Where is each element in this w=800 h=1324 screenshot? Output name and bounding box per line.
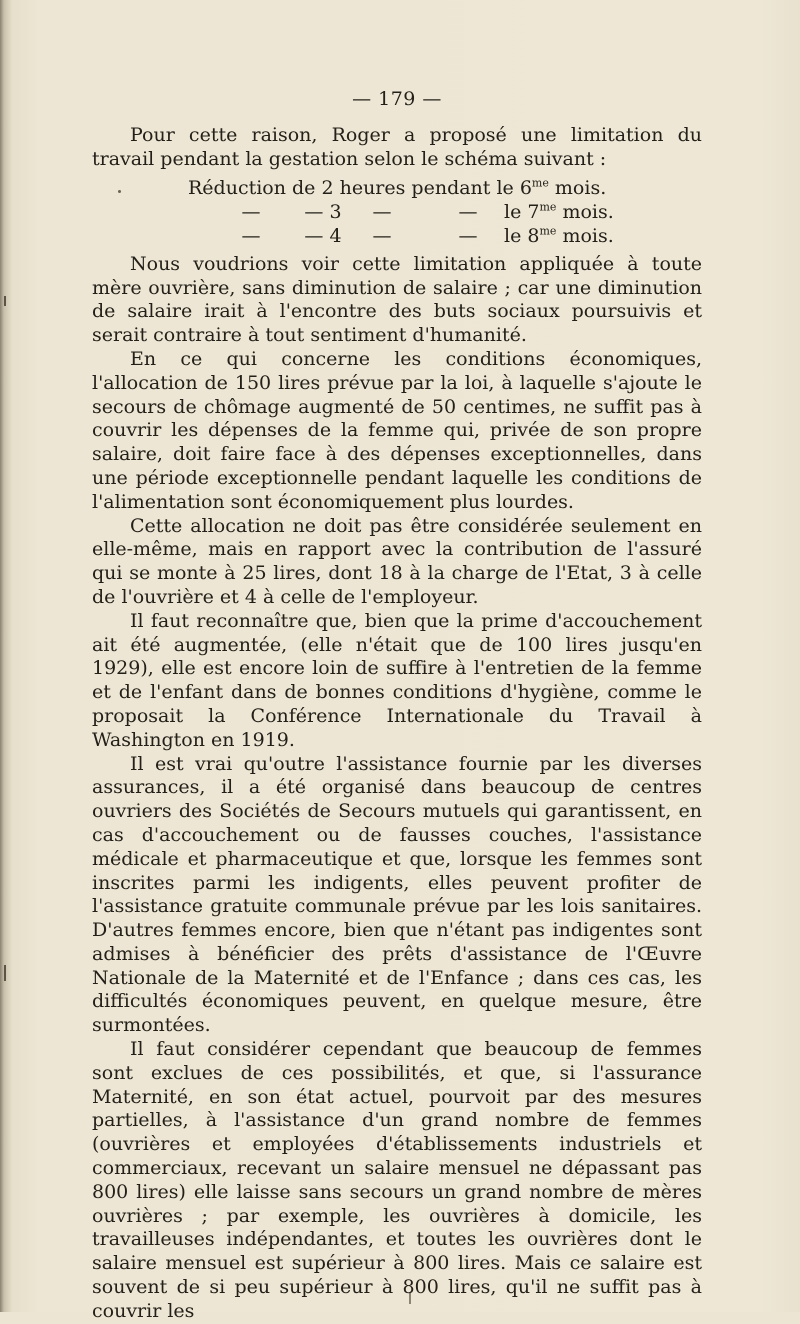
- ditto-dash: —: [458, 201, 478, 224]
- paragraph-humanite: Nous voudrions voir cette limitation appliquée à toute mère ouvrière, sans diminution de salaire ; car une diminution de salaire irait à l'encontre des buts sociaux poursuivis et serait contraire à tout sentiment d'humanité.: [92, 252, 702, 347]
- schema-month: le $8^{me}$ mois.: [504, 224, 614, 247]
- schema-row-7: [92, 201, 702, 225]
- intro-paragraph: Pour cette raison, Roger a proposé une limitation du travail pendant la gestation selon le schéma suivant :: [92, 123, 702, 170]
- ditto-dash: —: [372, 201, 392, 224]
- reduction-schema: [92, 177, 702, 248]
- paragraph-allocation: En ce qui concerne les conditions économiques, l'allocation de 150 lires prévue par la loi, à laquelle s'ajoute le secours de chômage augmenté de 50 centimes, ne suffit pas à couvrir les dépenses de la femme qui, privée de son propre salaire, doit faire face à des dépenses exceptionnelles, dans une période exceptionnelle pendant laquelle les conditions de l'alimentation sont économiquement plus lourdes.: [92, 347, 702, 513]
- margin-mark: [4, 965, 6, 981]
- schema-month: le $7^{me}$ mois.: [504, 200, 614, 224]
- schema-row-8: [92, 225, 702, 249]
- schema-hours: — 4: [304, 224, 342, 247]
- paragraph-assistance: Il est vrai qu'outre l'assistance fournie par les diverses assurances, il a été organisé dans beaucoup de centres ouvriers des Sociétés de Secours mutuels qui garantissent, en cas d'accouchement ou de fausses couches, l'assistance médicale et pharmaceutique et que, lorsque les femmes sont inscrites parmi les indigents, elles peuvent profiter de l'assistance gratuite communale prévue par les lois sanitaires. D'autres femmes encore, bien que n'étant pas indigentes sont admises à bénéficier des prêts d'assistance de l'Œuvre Nationale de la Maternité et de l'Enfance ; dans ces cas, les difficultés économiques peuvent, en quelque mesure, être surmontées.: [92, 752, 702, 1037]
- margin-mark: [4, 296, 6, 306]
- schema-hours: — 3: [304, 201, 342, 224]
- page-text: [92, 88, 702, 1324]
- schema-row-6-label: Réduction de 2 heures pendant le $6^{me}$ mois.: [188, 177, 607, 200]
- paragraph-contribution: Cette allocation ne doit pas être considérée seulement en elle-même, mais en rapport avec la contribution de l'assuré qui se monte à 25 lires, dont 18 à la charge de l'Etat, 3 à celle de l'ouvrière et 4 à celle de l'employeur.: [92, 514, 702, 608]
- ditto-dash: —: [458, 224, 478, 247]
- page-number: — 179 —: [352, 88, 442, 110]
- ditto-dash: —: [241, 224, 261, 247]
- ditto-dash: —: [372, 224, 392, 247]
- ditto-dash: —: [241, 201, 261, 224]
- paragraph-prime: Il faut reconnaître que, bien que la prime d'accouchement ait été augmentée, (elle n'était que de 100 lires jusqu'en 1929), elle est encore loin de suffire à l'entretien de la femme et de l'enfant dans de bonnes conditions d'hygiène, comme le proposait la Conférence Internationale du Travail à Washington en 1919.: [92, 609, 702, 751]
- paragraph-exclues: Il faut considérer cependant que beaucoup de femmes sont exclues de ces possibilités, et que, si l'assurance Maternité, en son état actuel, pourvoit par des mesures partielles, à l'assistance d'un grand nombre de femmes (ouvrières et employées d'établissements industriels et commerciaux, recevant un salaire mensuel ne dépassant pas 800 lires) elle laisse sans secours un grand nombre de mères ouvrières ; par exemple, les ouvrières à domicile, les travailleuses indépendantes, et toutes les ouvrières dont le salaire mensuel est supérieur à 800 lires. Mais ce salaire est souvent de si peu supérieur à 800 lires, qu'il ne suffit pas à couvrir les: [92, 1038, 702, 1322]
- schema-row-6: [92, 177, 702, 201]
